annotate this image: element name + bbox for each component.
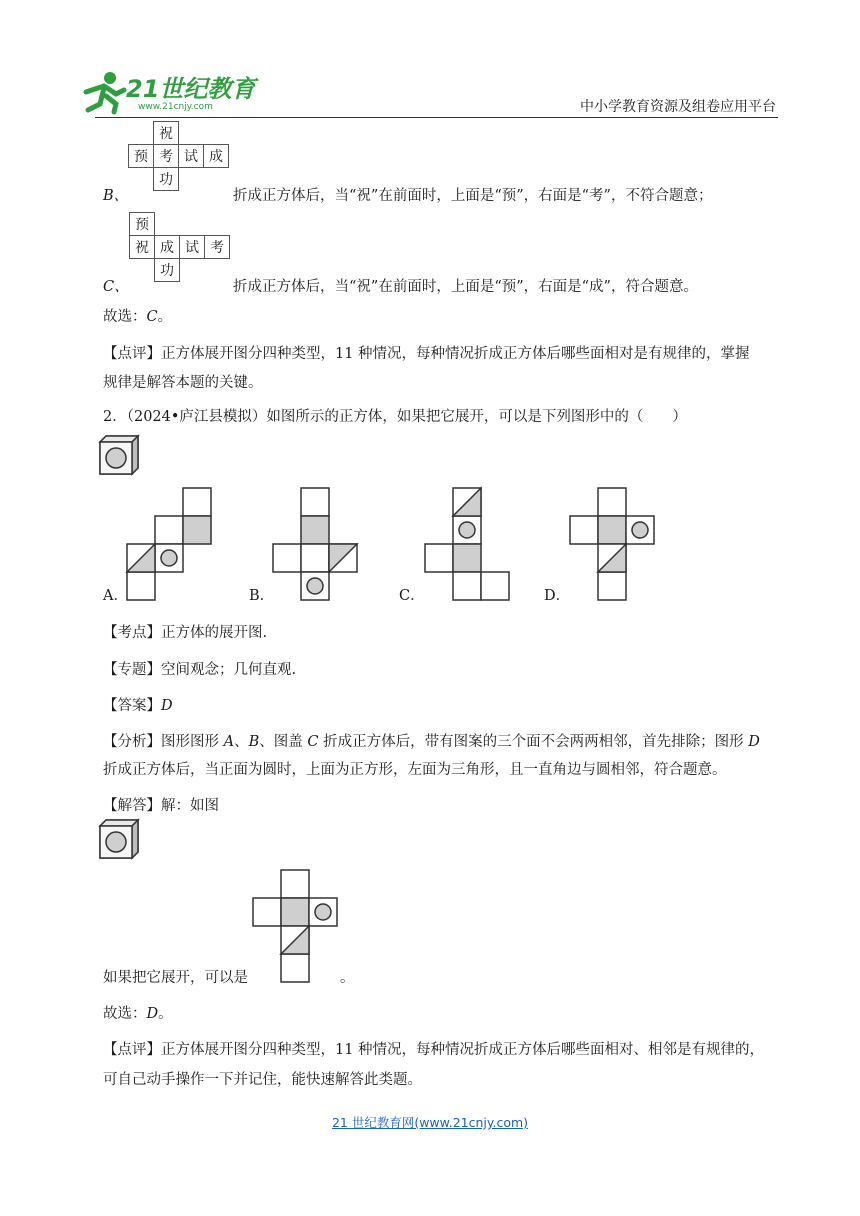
- net-option-a: [127, 488, 217, 600]
- header-rule: [95, 117, 778, 118]
- q2-unfold-end: 。: [340, 970, 355, 986]
- q2-final-answer: 故选：D。: [103, 1006, 173, 1022]
- q2-answer: 【答案】D: [103, 698, 173, 714]
- net-option-d: [570, 488, 660, 600]
- q2-unfold-text: 如果把它展开，可以是: [103, 970, 248, 986]
- option-c-label-2: C．: [399, 588, 425, 604]
- q2-comment-line2: 可自己动手操作一下并记住，能快速解答此类题。: [103, 1072, 422, 1088]
- runner-logo-icon: [80, 70, 130, 114]
- q2-solution: 【解答】解：如图: [103, 798, 219, 814]
- logo-title: 21世纪教育: [126, 75, 256, 103]
- net-solution: [253, 870, 343, 982]
- platform-name: 中小学教育资源及组卷应用平台: [580, 99, 776, 115]
- q2-zhuanti: 【专题】空间观念；几何直观.: [103, 662, 297, 678]
- net-cell: 功: [154, 168, 179, 191]
- q1-comment-line2: 规律是解答本题的关键。: [103, 375, 263, 391]
- footer-link[interactable]: 21 世纪教育网(www.21cnjy.com): [331, 1115, 529, 1130]
- net-cell: 成: [204, 145, 229, 168]
- option-b-label: B、: [103, 188, 129, 204]
- option-b-label-2: B．: [249, 588, 275, 604]
- option-c-text: 折成正方体后，当“祝”在前面时，上面是“预”，右面是“成”，符合题意。: [233, 279, 698, 295]
- net-cell: 试: [179, 145, 204, 168]
- net-cell: 功: [155, 259, 180, 282]
- option-a-label: A．: [103, 588, 128, 604]
- q2-kaodian: 【考点】正方体的展开图.: [103, 625, 268, 641]
- net-b: [128, 121, 229, 191]
- q2-stem: 2．（2024•庐江县模拟）如图所示的正方体，如果把它展开，可以是下列图形中的（ ）: [103, 409, 687, 425]
- net-cell: 祝: [130, 236, 155, 259]
- q2-comment-line1: 【点评】正方体展开图分四种类型，11 种情况，每种情况折成正方体后哪些面相对、相邻是有规律的，: [103, 1042, 765, 1058]
- q1-comment-line1: 【点评】正方体展开图分四种类型，11 种情况，每种情况折成正方体后哪些面相对是有规律的，掌握: [103, 346, 750, 362]
- cube-figure-solution: [100, 820, 140, 860]
- net-cell: 试: [180, 236, 205, 259]
- logo: [80, 70, 256, 114]
- q2-analysis-line2: 折成正方体后，当正面为圆时，上面为正方形，左面为三角形，且一直角边与圆相邻，符合题意。: [103, 762, 727, 778]
- option-b-text: 折成正方体后，当“祝”在前面时，上面是“预”，右面是“考”，不符合题意；: [233, 188, 713, 204]
- logo-url: www.21cnjy.com: [138, 102, 213, 112]
- net-option-c: [425, 488, 515, 600]
- net-c: [129, 212, 230, 282]
- net-cell: 预: [129, 145, 154, 168]
- option-d-label: D．: [544, 588, 571, 604]
- q2-analysis-line1: 【分析】图形图形 A、B、图盖 C 折成正方体后，带有图案的三个面不会两两相邻，首先排除；图形 D: [103, 734, 760, 750]
- net-cell: 成: [155, 236, 180, 259]
- cube-figure: [100, 436, 140, 476]
- option-c-label: C、: [103, 279, 129, 295]
- q1-answer: 故选：C。: [103, 309, 173, 325]
- net-cell: 预: [130, 213, 155, 236]
- net-cell: 考: [154, 145, 179, 168]
- net-cell: 考: [205, 236, 230, 259]
- net-option-b: [273, 488, 363, 600]
- net-cell: 祝: [154, 122, 179, 145]
